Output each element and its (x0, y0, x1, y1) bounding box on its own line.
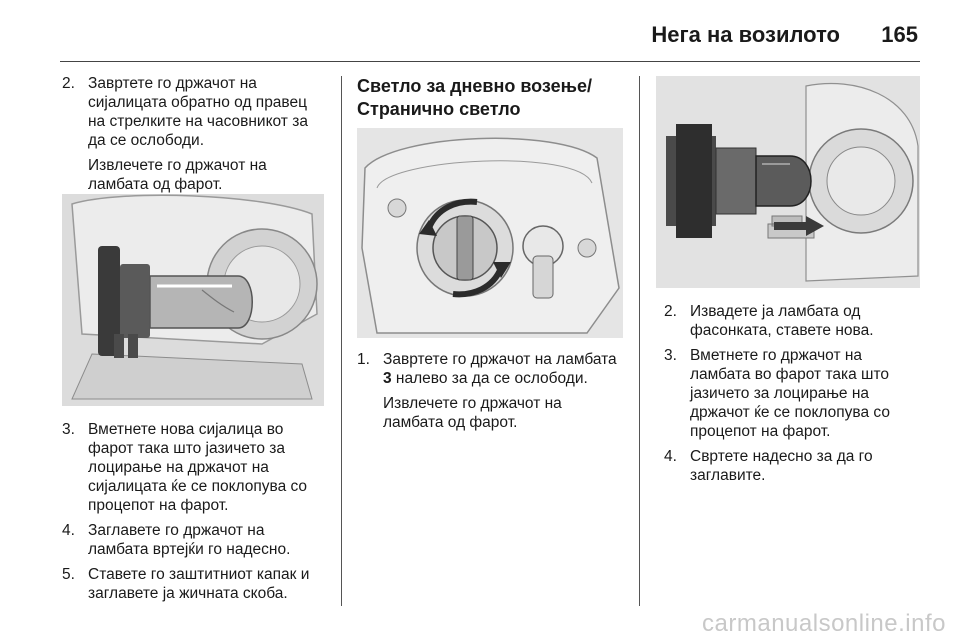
step-number: 3. (664, 347, 677, 364)
step-number: 2. (62, 75, 75, 92)
step-number: 2. (664, 303, 677, 320)
heading-line-2: Странично светло (357, 99, 521, 119)
step-text: Извадете ја ламбата од фасонката, ставете нова. (690, 303, 874, 339)
step-text: Вметнете нова сијалица во фарот така што јазичето за лоцирање на држачот на сијалицата ќе се поклопува со процепот на фарот. (88, 421, 308, 514)
middle-column-steps (357, 350, 625, 438)
bulb-removal-illustration (656, 76, 920, 288)
step-3 (62, 420, 324, 515)
step-number: 4. (664, 448, 677, 465)
step-text-a: Завртете го држачот на ламбата (383, 351, 617, 368)
step-text: Завртете го држачот на сијалицата обратно од правец на стрелките на часовникот за да се ослободи. (88, 75, 308, 149)
step-4 (664, 447, 920, 485)
middle-column-heading (357, 75, 625, 131)
step-text: Ставете го заштитниот капак и заглавете ја жичната скоба. (88, 566, 310, 602)
bulb-holder-illustration (62, 194, 324, 406)
step-text: Свртете надесно за да го заглавите. (690, 448, 873, 484)
step-2 (664, 302, 920, 340)
section-heading (357, 75, 625, 121)
right-column-steps (664, 302, 920, 491)
step-number: 4. (62, 522, 75, 539)
header-rule (60, 61, 920, 62)
step-4 (62, 521, 324, 559)
column-divider-right (639, 76, 640, 606)
step-text: Заглавете го држачот на ламбата вртејќи го надесно. (88, 522, 291, 558)
left-column (62, 74, 324, 200)
step-text-b: налево за да се ослободи. (391, 370, 588, 387)
step-2-sub: Извлечете го држачот на ламбата од фарот. (88, 157, 267, 193)
drl-lamp-illustration (357, 128, 623, 338)
step-2 (62, 74, 324, 150)
left-column-lower (62, 420, 324, 609)
callout-number: 3 (383, 370, 392, 387)
step-text: Вметнете го држачот на ламбата во фарот така што јазичето за лоцирање на држачот ќе се поклопува со процепот на фарот. (690, 347, 890, 440)
step-number: 5. (62, 566, 75, 583)
step-1 (357, 350, 625, 388)
page-number: 165 (881, 22, 918, 47)
watermark: carmanualsonline.info (702, 610, 946, 637)
step-5 (62, 565, 324, 603)
step-number: 1. (357, 351, 370, 368)
page-header-title: Нега на возилото (651, 22, 840, 47)
step-number: 3. (62, 421, 75, 438)
step-3 (664, 346, 920, 441)
heading-line-1: Светло за дневно возење/ (357, 76, 592, 96)
step-1-sub: Извлечете го држачот на ламбата од фарот. (383, 395, 562, 431)
column-divider-left (341, 76, 342, 606)
